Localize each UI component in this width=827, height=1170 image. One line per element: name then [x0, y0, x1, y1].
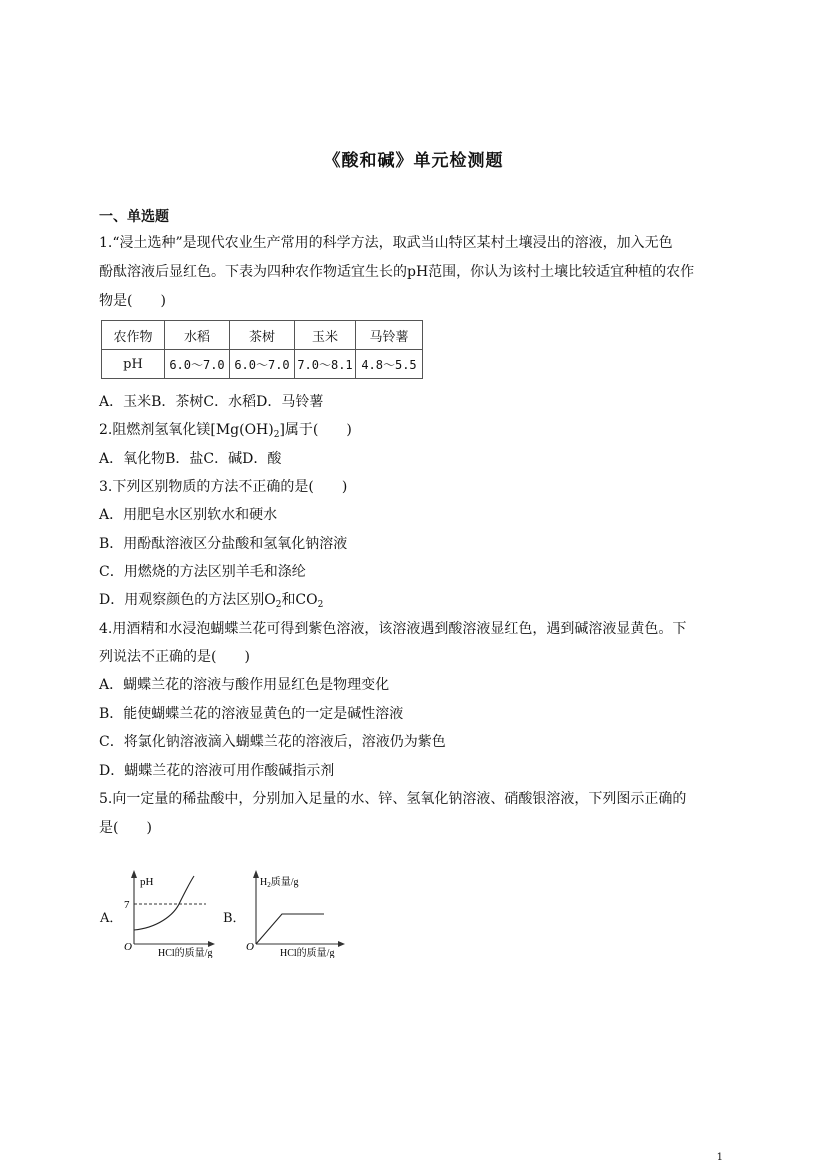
graph-b-origin: O — [246, 941, 254, 953]
q2-stem — [99, 421, 352, 439]
graph-b — [240, 866, 350, 958]
q3-option-a: A．用肥皂水区别软水和硬水 — [99, 507, 278, 523]
table-cell: 6.0～7.0 — [165, 350, 230, 379]
graph-b-ylabel — [260, 875, 299, 889]
q3-subscript-o2: 2 — [275, 600, 282, 610]
q1-line-3: 物是( ) — [99, 293, 166, 309]
table-header-cell: 农作物 — [102, 321, 165, 350]
q3-option-d-text: D．用观察颜色的方法区别O — [99, 592, 276, 608]
graph-a-origin: O — [124, 941, 132, 953]
section-heading: 一、单选题 — [99, 209, 169, 225]
graph-b-ylabel-sub: 2 — [267, 881, 271, 889]
q1-options: A．玉米B．茶树C．水稻D．马铃薯 — [99, 394, 324, 410]
table-row — [102, 350, 423, 379]
q3-stem: 3.下列区别物质的方法不正确的是( ) — [99, 479, 348, 495]
document-title: 《酸和碱》单元检测题 — [323, 151, 504, 171]
graph-b-ylabel-rest: 质量/g — [270, 877, 299, 888]
graph-b-ylabel-h: H — [260, 877, 268, 888]
table-header-cell: 马铃薯 — [356, 321, 423, 350]
crop-ph-table — [101, 320, 423, 379]
graph-a-ylabel: pH — [140, 876, 154, 888]
q3-option-d — [99, 591, 323, 609]
q2-options: A．氧化物B．盐C．碱D．酸 — [99, 451, 282, 467]
table-header-cell: 玉米 — [295, 321, 356, 350]
q3-option-b: B．用酚酞溶液区分盐酸和氢氧化钠溶液 — [99, 536, 348, 552]
page-number: 1 — [716, 1152, 723, 1163]
table-header-row — [102, 321, 423, 350]
q1-line-1: 1.“浸土选种”是现代农业生产常用的科学方法，取武当山特区某村土壤浸出的溶液，加入无色 — [99, 235, 673, 251]
graph-a — [118, 866, 218, 958]
q4-line-2: 列说法不正确的是( ) — [99, 649, 250, 665]
q5-line-1: 5.向一定量的稀盐酸中，分别加入足量的水、锌、氢氧化钠溶液、硝酸银溶液，下列图示正确的 — [99, 791, 687, 807]
graph-a-xlabel: HCl的质量/g — [158, 948, 213, 958]
q2-stem-text-end: ]属于( ) — [279, 422, 352, 438]
q4-line-1: 4.用酒精和水浸泡蝴蝶兰花可得到紫色溶液，该溶液遇到酸溶液显红色，遇到碱溶液显黄色。下 — [99, 621, 687, 637]
q4-option-d: D．蝴蝶兰花的溶液可用作酸碱指示剂 — [99, 763, 335, 779]
table-row-label: pH — [102, 350, 165, 379]
q3-subscript-co2: 2 — [317, 600, 324, 610]
graph-b-xlabel: HCl的质量/g — [280, 948, 335, 958]
graph-b-curve — [256, 914, 324, 944]
graph-a-ref-value: 7 — [124, 899, 130, 911]
q4-option-c: C．将氯化钠溶液滴入蝴蝶兰花的溶液后，溶液仍为紫色 — [99, 734, 446, 750]
q2-stem-text: 2.阻燃剂氢氧化镁[Mg(OH) — [99, 422, 274, 438]
q4-option-b: B．能使蝴蝶兰花的溶液显黄色的一定是碱性溶液 — [99, 706, 404, 722]
graph-a-option-label: A． — [100, 911, 123, 926]
table-cell: 6.0～7.0 — [230, 350, 295, 379]
table-header-cell: 水稻 — [165, 321, 230, 350]
graph-b-option-label: B． — [223, 911, 246, 926]
table-header-cell: 茶树 — [230, 321, 295, 350]
q5-line-2: 是( ) — [99, 820, 152, 836]
q1-line-2: 酚酞溶液后显红色。下表为四种农作物适宜生长的pH范围，你认为该村土壤比较适宜种植的农作 — [99, 264, 695, 280]
q2-subscript: 2 — [273, 430, 280, 440]
q3-option-c: C．用燃烧的方法区别羊毛和涤纶 — [99, 564, 306, 580]
table-cell: 7.0～8.1 — [295, 350, 356, 379]
q4-option-a: A．蝴蝶兰花的溶液与酸作用显红色是物理变化 — [99, 677, 390, 693]
q3-option-d-text-2: 和CO — [281, 592, 318, 608]
table-cell: 4.8～5.5 — [356, 350, 423, 379]
